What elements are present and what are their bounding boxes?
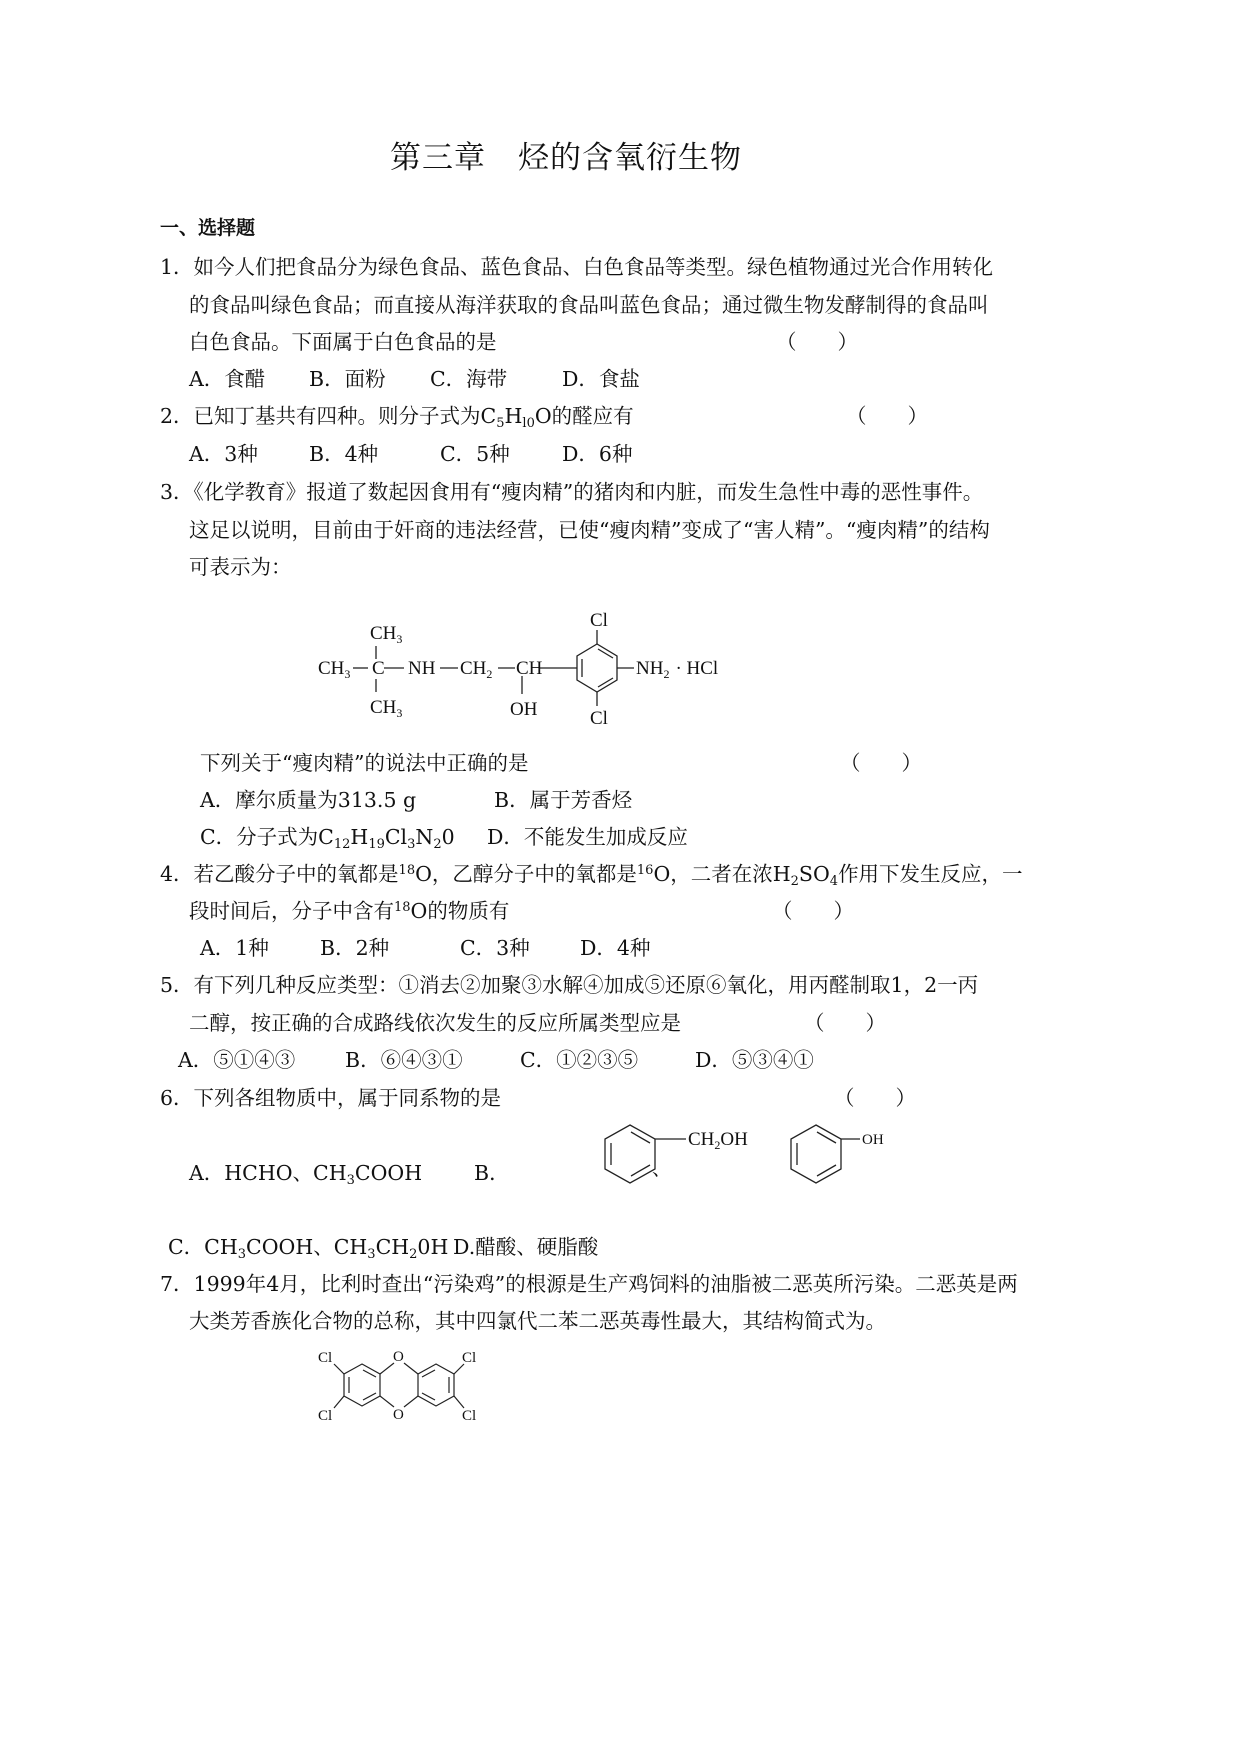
q2-option-a: A．3种 — [189, 442, 258, 466]
separator-comma: 、 — [652, 1159, 672, 1180]
cl-top-label: Cl — [590, 610, 608, 631]
phenol-structure — [786, 1120, 896, 1200]
q1-line3: 白色食品。下面属于白色食品的是 — [189, 330, 497, 354]
q2-option-d: D．6种 — [562, 442, 633, 466]
benzyl-alcohol-structure — [600, 1120, 770, 1200]
ch2oh-label: $CH_2OH$ — [688, 1129, 748, 1152]
q5-answer-paren: （ ） — [804, 1011, 886, 1035]
q4-option-b: B．2种 — [320, 936, 390, 960]
oh-label: OH — [510, 699, 538, 720]
q5-line1: 5．有下列几种反应类型：①消去②加聚③水解④加成⑤还原⑥氧化，用丙醛制取1，2一丙 — [160, 973, 979, 997]
q3-option-c: C．分子式为$C_{12}H_{19}Cl_3N_20$ — [200, 825, 455, 852]
q3-option-b: B．属于芳香烃 — [494, 788, 633, 812]
q5-option-c: C．①②③⑤ — [520, 1048, 639, 1072]
ch2-label: $CH_2$ — [460, 658, 493, 681]
phenol-oh-label: OH — [862, 1132, 884, 1148]
q6-option-c: C．$CH_3COOH$、$CH_3CH_20H$ — [168, 1235, 449, 1262]
tcdd-structure — [316, 1346, 516, 1436]
q1-option-a: A．食醋 — [189, 367, 266, 391]
q5-line2: 二醇，按正确的合成路线依次发生的反应所属类型应是 — [189, 1011, 681, 1035]
q4-line2: 段时间后，分子中含有$^{18}$O的物质有 — [189, 899, 510, 923]
q2-option-b: B．4种 — [309, 442, 379, 466]
ch3-top-label: $CH_3$ — [370, 623, 403, 646]
q5-option-a: A．⑤①④③ — [178, 1048, 296, 1072]
ch-label: CH — [516, 658, 543, 679]
nh-label: NH — [408, 658, 436, 679]
cl-label-top-right: Cl — [462, 1350, 477, 1366]
q6-option-d: D.醋酸、硬脂酸 — [453, 1235, 599, 1259]
section-heading: 一、选择题 — [160, 217, 256, 239]
q4-option-d: D．4种 — [580, 936, 651, 960]
q7-line2: 大类芳香族化合物的总称，其中四氯代二苯二恶英毒性最大，其结构简式为。 — [189, 1309, 886, 1333]
q3-line2: 这足以说明，目前由于奸商的违法经营，已使“瘦肉精”变成了“害人精”。“瘦肉精”的结构 — [189, 518, 990, 542]
q5-option-d: D．⑤③④① — [695, 1048, 814, 1072]
q3-answer-paren: （ ） — [840, 751, 922, 775]
q6-option-a: A．HCHO、$CH_3COOH$ — [189, 1161, 423, 1188]
cl-label-top-left: Cl — [318, 1350, 333, 1366]
q7-line1: 7．1999年4月，比利时查出“污染鸡”的根源是生产鸡饲料的油脂被二恶英所污染。二恶英是两 — [160, 1272, 1018, 1296]
ch3-bottom-label: $CH_3$ — [370, 697, 403, 720]
q1-option-b: B．面粉 — [309, 367, 386, 391]
q6-answer-paren: （ ） — [834, 1086, 916, 1110]
q3-line3: 可表示为： — [189, 555, 292, 579]
clenbuterol-structure — [318, 606, 738, 736]
o-label-bottom: O — [393, 1407, 404, 1423]
cl-label-bottom-right: Cl — [462, 1408, 477, 1424]
nh2-hcl-label: $NH_2$ · HCl — [636, 658, 719, 681]
q5-option-b: B．⑥④③① — [345, 1048, 463, 1072]
q2-stem: 2．已知丁基共有四种。则分子式为$C_5H_{l0}O$的醛应有 — [160, 404, 634, 431]
q1-option-c: C．海带 — [430, 367, 508, 391]
o-label-top: O — [393, 1349, 404, 1365]
q3-option-a: A．摩尔质量为313.5 g — [200, 788, 417, 812]
q4-option-c: C．3种 — [460, 936, 530, 960]
q1-line2: 的食品叫绿色食品；而直接从海洋获取的食品叫蓝色食品；通过微生物发酵制得的食品叫 — [189, 293, 989, 317]
cl-label-bottom-left: Cl — [318, 1408, 333, 1424]
ch3-left-label: $CH_3$ — [318, 658, 351, 681]
q6-option-b: B． — [474, 1161, 510, 1185]
q3-option-d: D．不能发生加成反应 — [487, 825, 688, 849]
q4-option-a: A．1种 — [200, 936, 269, 960]
q1-answer-paren: （ ） — [776, 330, 858, 354]
q6-stem: 6．下列各组物质中，属于同系物的是 — [160, 1086, 502, 1110]
q2-answer-paren: （ ） — [846, 404, 928, 428]
q1-option-d: D．食盐 — [562, 367, 640, 391]
q4-answer-paren: （ ） — [772, 899, 854, 923]
q2-option-c: C．5种 — [440, 442, 510, 466]
page-title: 第三章 烃的含氧衍生物 — [390, 140, 742, 176]
q4-line1: 4．若乙酸分子中的氧都是$^{18}$O，乙醇分子中的氧都是$^{16}$O，二者在浓$H_2SO_4$作用下发生反应，一 — [160, 862, 1023, 889]
cl-bottom-label: Cl — [590, 708, 608, 729]
q3-line1: 3．《化学教育》报道了数起因食用有“瘦肉精”的猪肉和内脏，而发生急性中毒的恶性事件。 — [160, 480, 984, 504]
quaternary-carbon-label: C — [372, 658, 385, 679]
q3-stem: 下列关于“瘦肉精”的说法中正确的是 — [200, 751, 529, 775]
q1-line1: 1．如今人们把食品分为绿色食品、蓝色食品、白色食品等类型。绿色植物通过光合作用转化 — [160, 255, 994, 279]
